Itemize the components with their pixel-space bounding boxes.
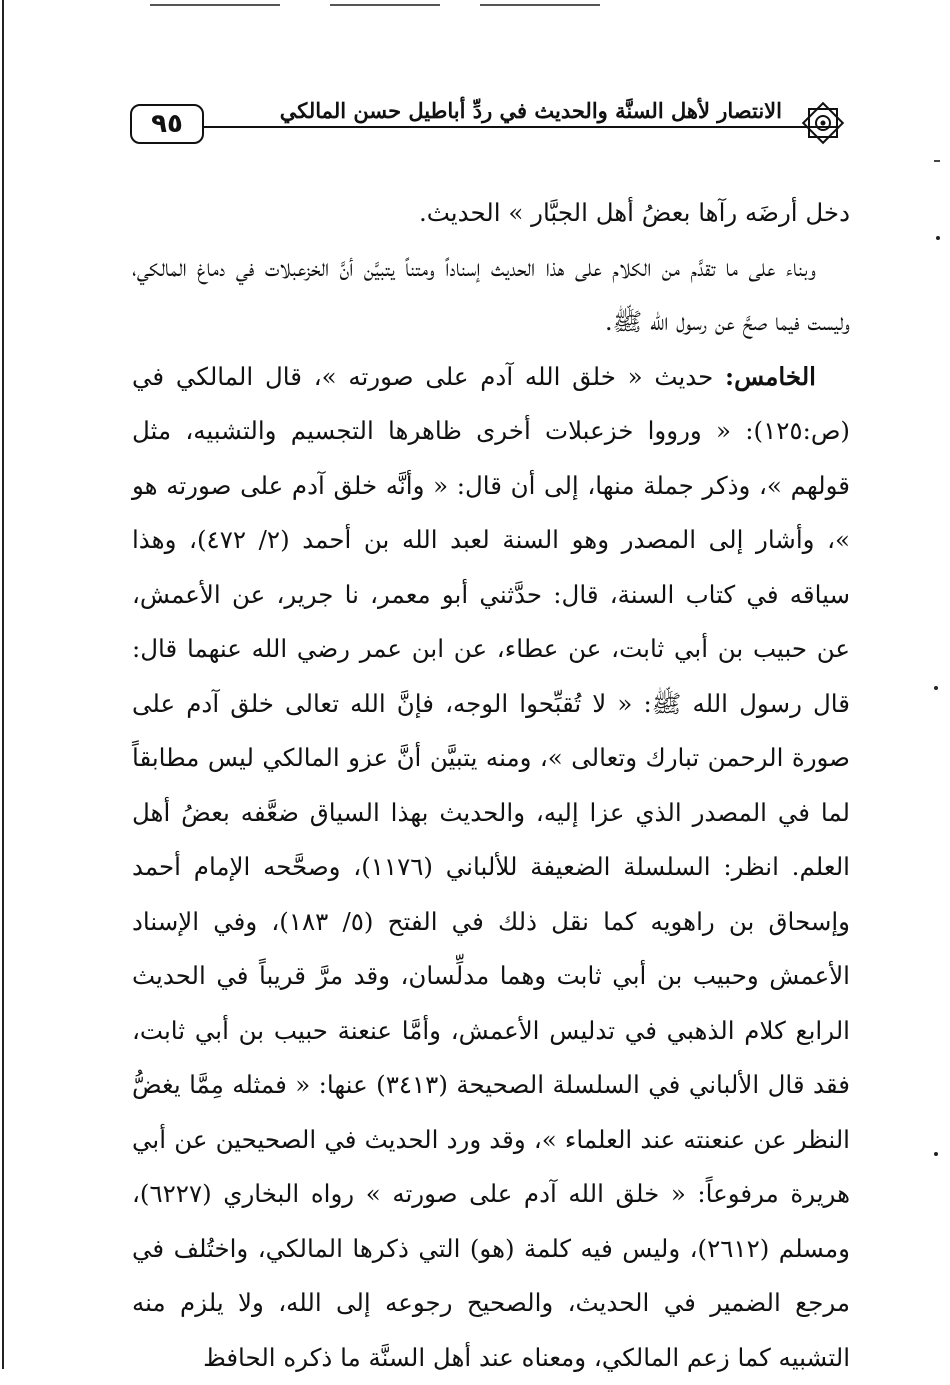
main-text [132, 186, 850, 1385]
top-scan-line [480, 4, 600, 6]
top-scan-line [150, 4, 280, 6]
paragraph-fifth [132, 350, 850, 1385]
section-lead: الخامس: [725, 362, 816, 391]
running-header [128, 96, 848, 152]
paragraph-continuation: دخل أرضَه رآها بعضُ أهل الجبَّار » الحديث. [132, 186, 850, 241]
paragraph: وبناء على ما تقدَّم من الكلام على هذا الحديث إسناداً ومتناً يتبيَّن أنَّ الخزعبلات في دماغ المالكي، وليست فيما صحَّ عن رسول الله ﷺ. [132, 241, 850, 350]
page-edge-line [2, 0, 4, 1369]
header-rule [198, 126, 838, 128]
paragraph-text: حديث « خلق الله آدم على صورته »، قال المالكي في (ص:١٢٥): « ورووا خزعبلات أخرى ظاهرها التجسيم والتشبيه، مثل قولهم »، وذكر جملة منها، إلى أن قال: « وأنَّه خلق آدم على صورته هو »، وأشار إلى المصدر وهو السنة لعبد الله بن أحمد (٢/ ٤٧٢)، وهذا سياقه في كتاب السنة، قال: حدَّثني أبو معمر، نا جرير، عن الأعمش، عن حبيب بن أبي ثابت، عن عطاء، عن ابن عمر رضي الله عنهما قال: قال رسول الله ﷺ: « لا تُقبِّحوا الوجه، فإنَّ الله تعالى خلق آدم على صورة الرحمن تبارك وتعالى »، ومنه يتبيَّن أنَّ عزو المالكي ليس مطابقاً لما في المصدر الذي عزا إليه، والحديث بهذا السياق ضعَّفه بعضُ أهل العلم. انظر: السلسلة الضعيفة للألباني (١١٧٦)، وصحَّحه الإمام أحمد وإسحاق بن راهويه كما نقل ذلك في الفتح (٥/ ١٨٣)، وفي الإسناد الأعمش وحبيب بن أبي ثابت وهما مدلِّسان، وقد مرَّ قريباً في الحديث الرابع كلام الذهبي في تدليس الأعمش، وأمَّا عنعنة حبيب بن أبي ثابت، فقد قال الألباني في السلسلة الصحيحة (٣٤١٣) عنها: « فمثله مِمَّا يغضُّ النظر عن عنعنته عند العلماء »، وقد ورد الحديث في الصحيحين عن أبي هريرة مرفوعاً: « خلق الله آدم على صورته » رواه البخاري (٦٢٢٧)، ومسلم (٢٦١٢)، وليس فيه كلمة (هو) التي ذكرها المالكي، واختُلف في مرجع الضمير في الحديث، والصحيح رجوعه إلى الله، ولا يلزم منه التشبيه كما زعم المالكي، ومعناه عند أهل السنَّة ما ذكره الحافظ [132, 362, 850, 1372]
book-title: الانتصار لأهل السنَّة والحديث في ردِّ أباطيل حسن المالكي [274, 98, 788, 123]
scan-speck [936, 236, 940, 240]
octagram-ornament-icon [798, 98, 848, 148]
page-number: ٩٥ [130, 104, 204, 144]
scan-speck [934, 686, 938, 690]
top-scan-line [330, 4, 440, 6]
scan-speck [934, 160, 940, 162]
scan-speck [934, 1152, 938, 1156]
